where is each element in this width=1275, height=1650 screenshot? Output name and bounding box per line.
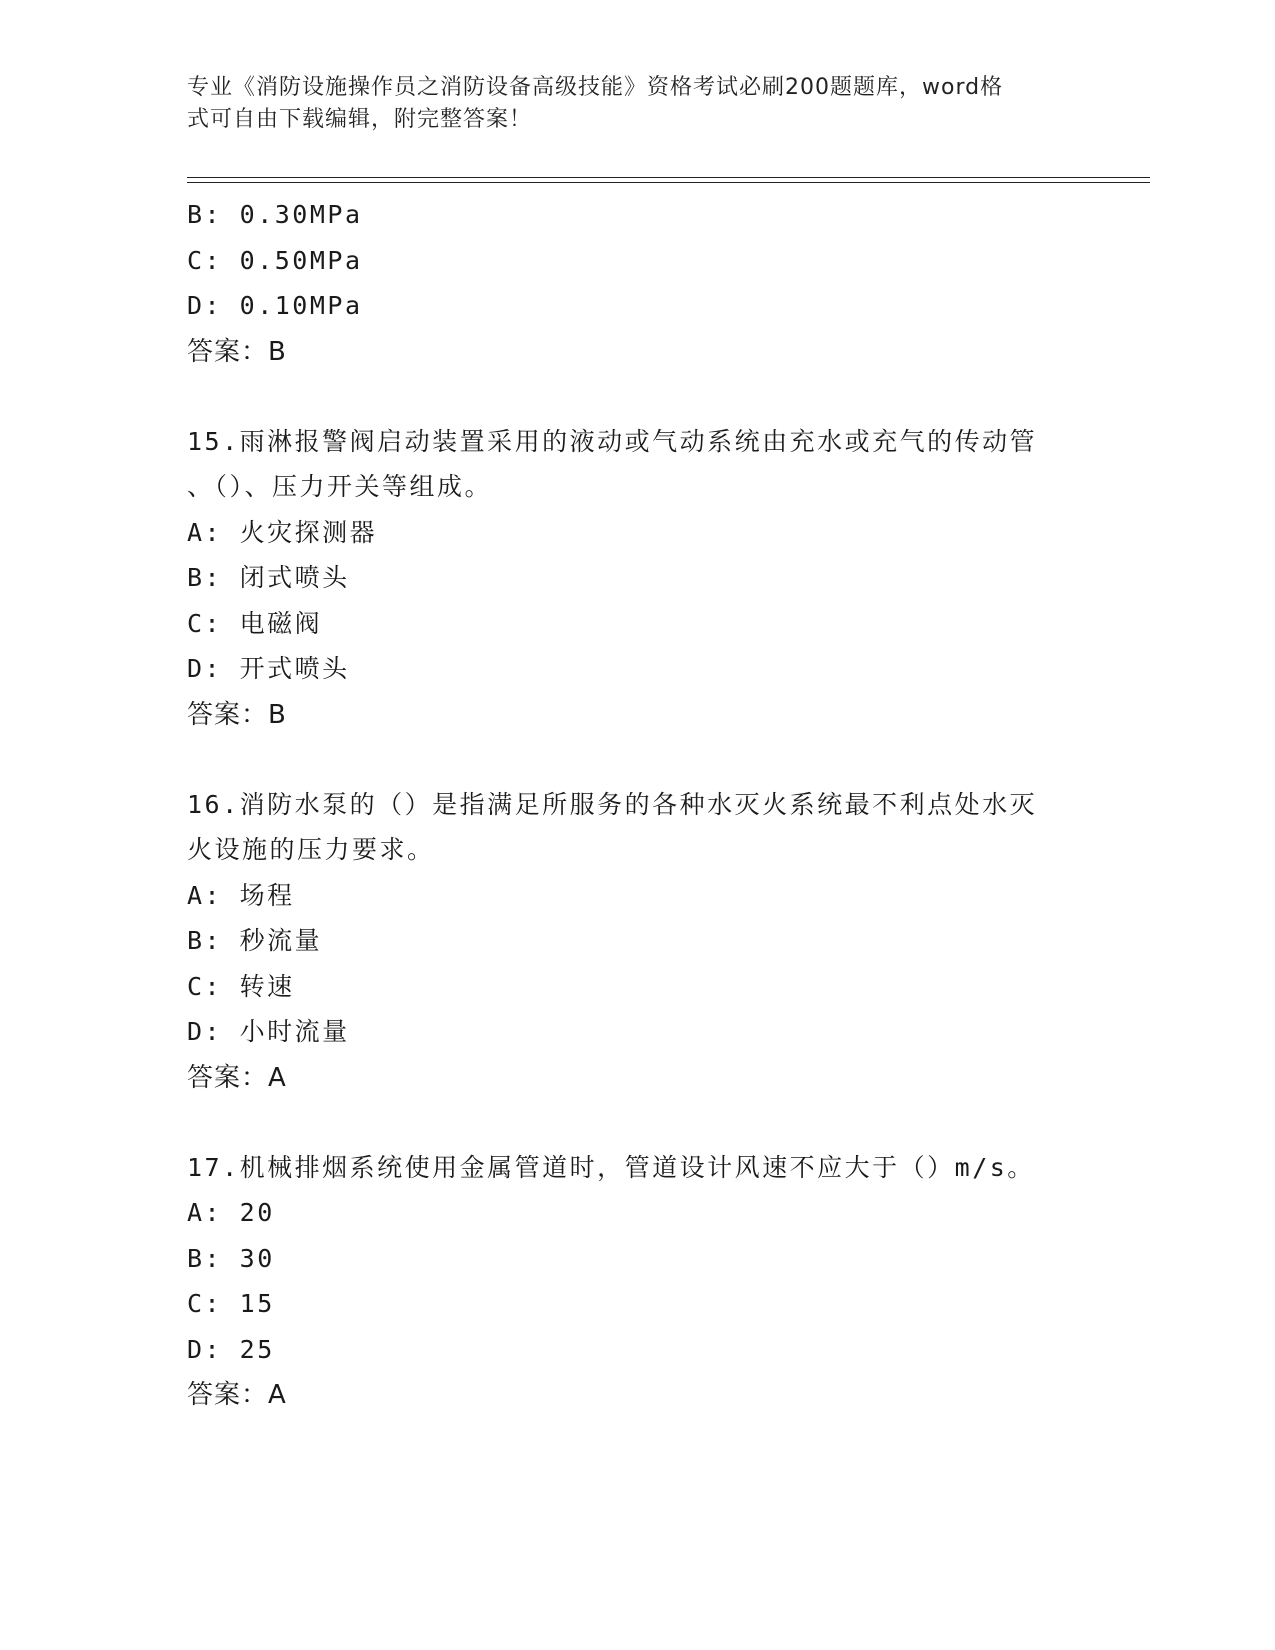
question-16 (187, 782, 1087, 1101)
header-line-1: 专业《消防设施操作员之消防设备高级技能》资格考试必刷200题题库，word格 (187, 75, 1004, 100)
option-d: D: 开式喷头 (187, 654, 350, 683)
option-b: B: 秒流量 (187, 926, 323, 955)
option-b: B: 0.30MPa (187, 200, 363, 229)
option-b: B: 闭式喷头 (187, 563, 350, 592)
option-c: C: 转速 (187, 971, 295, 1001)
option-d: D: 0.10MPa (187, 291, 363, 320)
answer: 答案：A (187, 1062, 287, 1093)
question-14-continued (187, 192, 1087, 375)
option-c: C: 0.50MPa (187, 245, 363, 275)
option-c: C: 电磁阀 (187, 608, 323, 638)
question-text-line-2: 火设施的压力要求。 (187, 835, 435, 864)
header-divider-bottom (187, 182, 1150, 183)
option-a: A: 20 (187, 1198, 275, 1227)
answer: 答案：B (187, 336, 287, 367)
question-text-line-1: 15.雨淋报警阀启动装置采用的液动或气动系统由充水或充气的传动管 (187, 426, 1038, 456)
option-d: D: 小时流量 (187, 1017, 350, 1046)
answer: 答案：A (187, 1380, 287, 1410)
answer: 答案：B (187, 699, 287, 730)
question-text-line-2: 、（）、压力开关等组成。 (187, 472, 493, 501)
header-line-2: 式可自由下载编辑，附完整答案！ (187, 107, 533, 132)
option-c: C: 15 (187, 1289, 275, 1318)
option-b: B: 30 (187, 1243, 275, 1273)
question-text-line-1: 17.机械排烟系统使用金属管道时，管道设计风速不应大于（）m/s。 (187, 1152, 1035, 1182)
question-15 (187, 419, 1087, 738)
option-a: A: 场程 (187, 880, 295, 910)
option-d: D: 25 (187, 1334, 275, 1364)
document-header (187, 72, 1067, 136)
header-divider-top (187, 177, 1150, 178)
option-a: A: 火灾探测器 (187, 517, 378, 547)
question-list (187, 192, 1087, 1418)
question-17 (187, 1145, 1087, 1419)
question-text-line-1: 16.消防水泵的（）是指满足所服务的各种水灭火系统最不利点处水灭 (187, 789, 1038, 819)
